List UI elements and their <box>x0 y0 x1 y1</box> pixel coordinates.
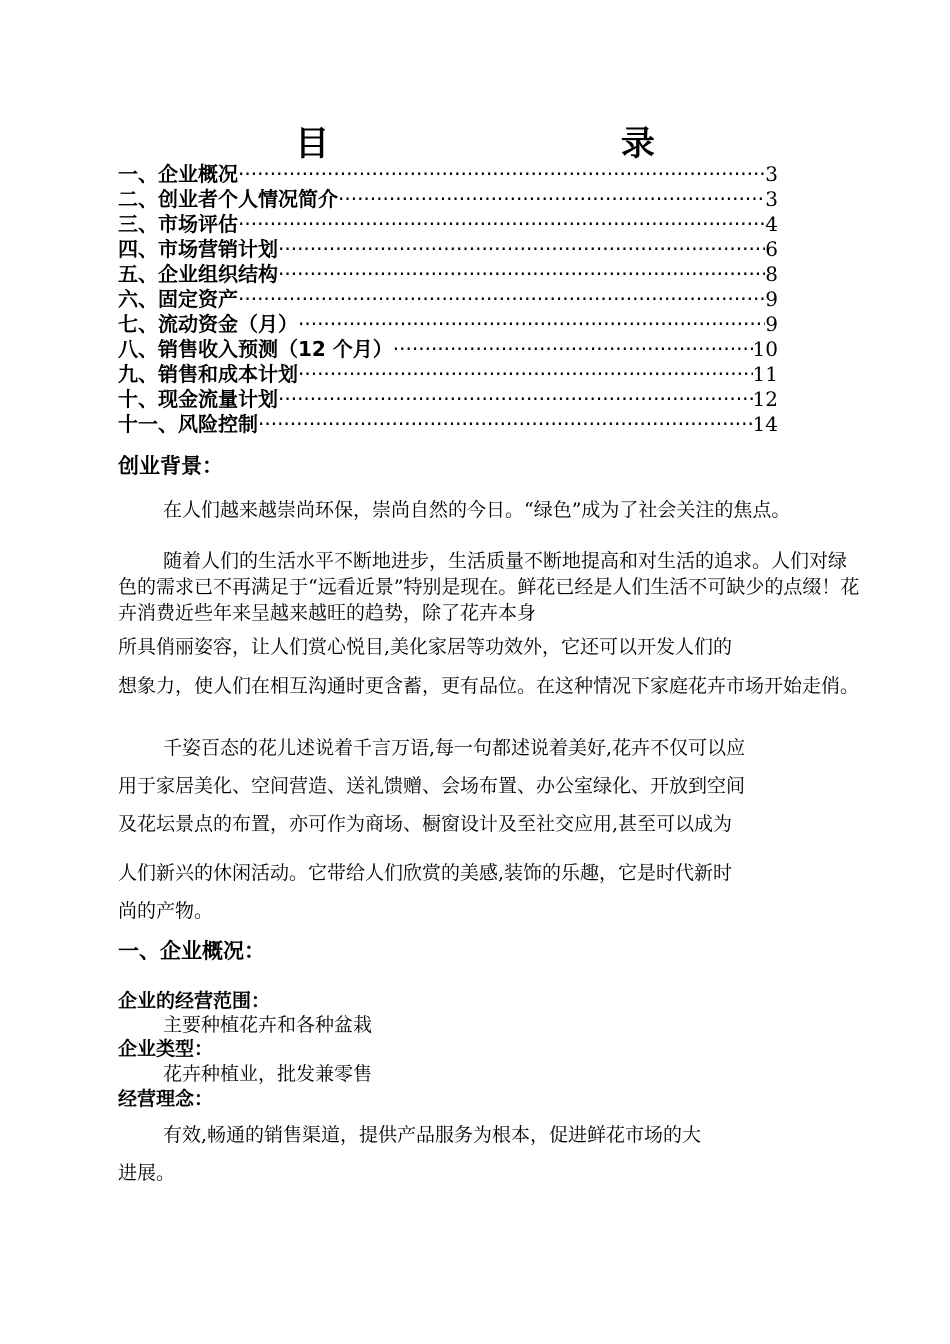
toc-leader-dots <box>238 162 765 187</box>
toc-page-number: 14 <box>752 412 778 436</box>
background-heading: 创业背景： <box>118 454 223 478</box>
toc-entry <box>118 262 778 287</box>
background-paragraph-3: 千姿百态的花儿述说着千言万语,每一句都述说着美好,花卉不仅可以应 <box>163 737 746 759</box>
toc-page-number: 10 <box>752 337 778 361</box>
company-type-label: 企业类型： <box>118 1038 214 1060</box>
toc-label: 五、企业组织结构 <box>118 262 278 286</box>
toc-label: 三、市场评估 <box>118 212 238 236</box>
toc-entry <box>118 237 778 262</box>
toc-page-number: 6 <box>765 237 778 261</box>
toc-leader-dots <box>258 412 753 437</box>
toc-label: 九、销售和成本计划 <box>118 362 298 386</box>
toc-label: 十、现金流量计划 <box>118 387 278 411</box>
background-paragraph-1: 在人们越来越崇尚环保，崇尚自然的今日。“绿色”成为了社会关注的焦点。 <box>163 499 791 521</box>
toc-entry <box>118 412 778 437</box>
background-paragraph-3-line: 尚的产物。 <box>118 900 214 922</box>
background-paragraph-3-line: 用于家居美化、空间营造、送礼馈赠、会场布置、办公室绿化、开放到空间 <box>118 775 746 797</box>
toc-entry <box>118 362 778 387</box>
background-paragraph-2-line: 所具俏丽姿容，让人们赏心悦目,美化家居等功效外，它还可以开发人们的 <box>118 636 733 658</box>
background-paragraph-3-line: 及花坛景点的布置，亦可作为商场、橱窗设计及至社交应用,甚至可以成为 <box>118 813 733 835</box>
toc-page-number: 9 <box>765 312 778 336</box>
toc-entry <box>118 187 778 212</box>
toc-label: 八、销售收入预测（12 个月） <box>118 337 393 361</box>
company-type-value: 花卉种植业，批发兼零售 <box>163 1063 373 1085</box>
toc-label: 六、固定资产 <box>118 287 238 311</box>
toc-leader-dots <box>393 337 753 362</box>
philosophy-text-line: 进展。 <box>118 1162 176 1184</box>
toc-leader-dots <box>238 212 765 237</box>
toc-entry <box>118 162 778 187</box>
business-scope-value: 主要种植花卉和各种盆栽 <box>163 1014 373 1036</box>
philosophy-text: 有效,畅通的销售渠道，提供产品服务为根本，促进鲜花市场的大 <box>163 1124 702 1146</box>
toc-page-number: 8 <box>765 262 778 286</box>
toc-entry <box>118 387 778 412</box>
background-paragraph-2: 随着人们的生活水平不断地进步，生活质量不断地提高和对生活的追求。人们对绿色的需求已不再满足于“远看近景”特别是现在。鲜花已经是人们生活不可缺少的点缀！花卉消费近些年来呈越来越旺的趋势，除了花卉本身 <box>118 550 860 624</box>
toc-page-number: 4 <box>765 212 778 236</box>
business-scope-label: 企业的经营范围： <box>118 990 271 1012</box>
philosophy-label: 经营理念： <box>118 1088 214 1110</box>
toc-leader-dots <box>298 312 765 337</box>
toc-label: 二、创业者个人情况简介 <box>118 187 338 211</box>
toc-label: 十一、风险控制 <box>118 412 258 436</box>
toc-entry <box>118 212 778 237</box>
toc-leader-dots <box>278 237 765 262</box>
toc-entry <box>118 287 778 312</box>
toc-leader-dots <box>278 387 753 412</box>
page-title: 目 录 <box>295 124 795 164</box>
background-paragraph-3-line: 人们新兴的休闲活动。它带给人们欣赏的美感,装饰的乐趣，它是时代新时 <box>118 862 733 884</box>
toc-page-number: 3 <box>765 162 778 186</box>
toc-label: 七、流动资金（月） <box>118 312 298 336</box>
toc-leader-dots <box>278 262 765 287</box>
toc-entry <box>118 312 778 337</box>
toc-page-number: 12 <box>752 387 778 411</box>
overview-heading: 一、企业概况： <box>118 939 265 963</box>
toc-leader-dots <box>338 187 765 212</box>
toc-leader-dots <box>238 287 765 312</box>
toc-page-number: 3 <box>765 187 778 211</box>
toc-page-number: 11 <box>752 362 778 386</box>
background-paragraph-2-line: 想象力，使人们在相互沟通时更含蓄，更有品位。在这种情况下家庭花卉市场开始走俏。 <box>118 675 860 697</box>
toc-page-number: 9 <box>765 287 778 311</box>
toc-entry <box>118 337 778 362</box>
table-of-contents <box>118 162 778 437</box>
toc-label: 四、市场营销计划 <box>118 237 278 261</box>
toc-label: 一、企业概况 <box>118 162 238 186</box>
toc-leader-dots <box>298 362 753 387</box>
